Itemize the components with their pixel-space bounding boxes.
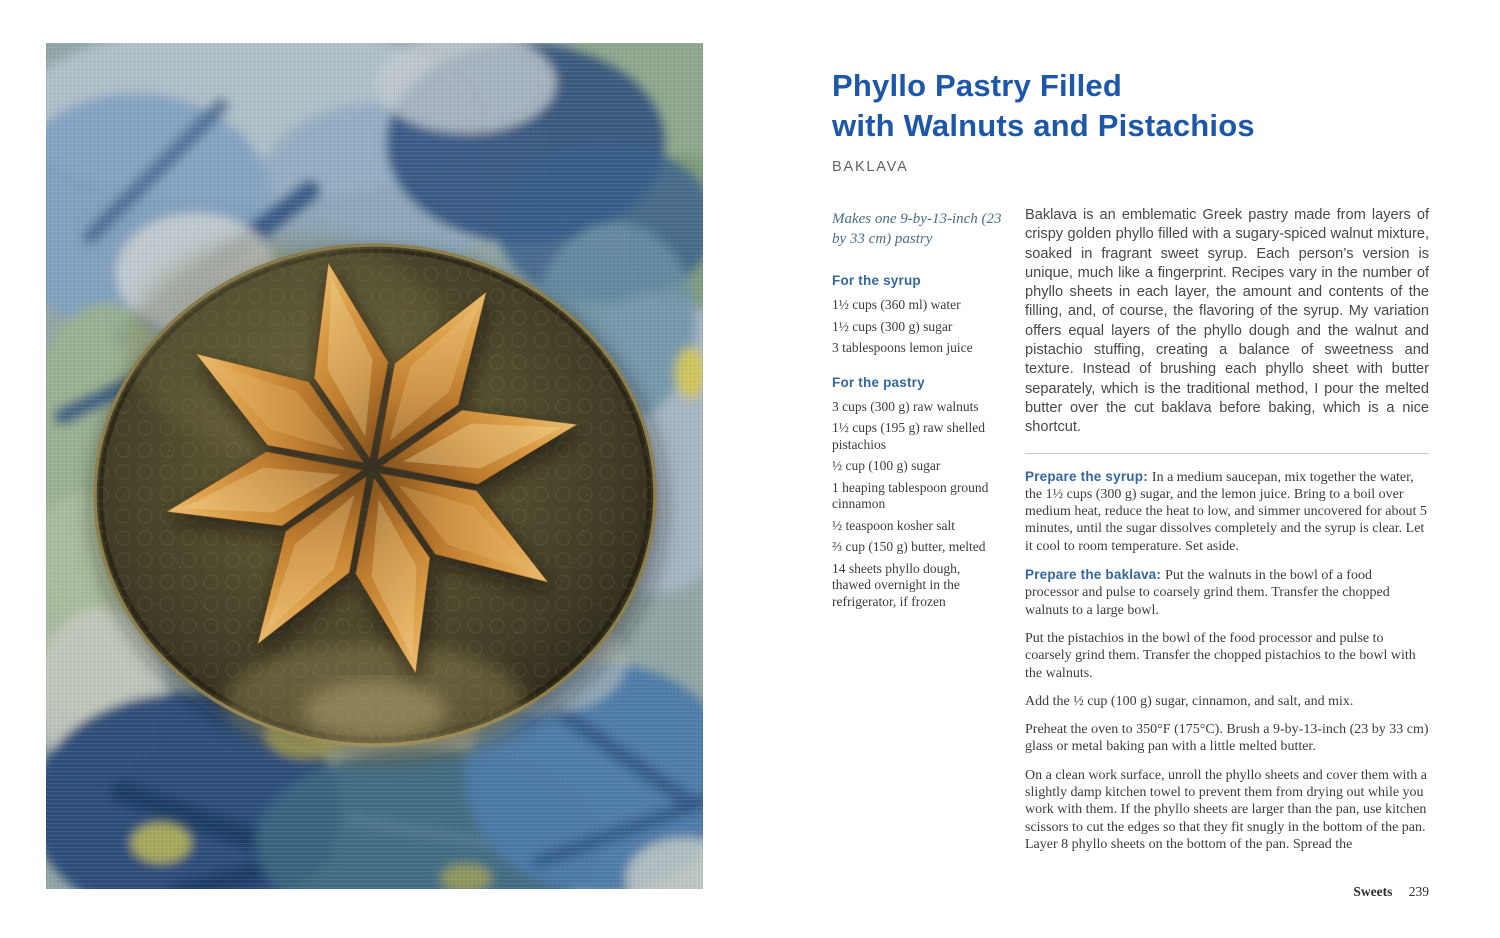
ingredients-sidebar — [832, 209, 1002, 615]
page-footer — [1025, 884, 1429, 900]
instruction-step — [1025, 468, 1429, 555]
step-text: Preheat the oven to 350°F (175°C). Brush a 9-by-13-inch (23 by 33 cm) glass or metal baking pan with a little melted butter. — [1025, 722, 1429, 755]
section-divider — [1025, 453, 1429, 454]
recipe-intro: Baklava is an emblematic Greek pastry made from layers of crispy golden phyllo filled with a sugary-spiced walnut mixture, soaked in fragrant sweet syrup. Each person’s version is unique, much like a fingerprint. Recipes vary in the number of phyllo sheets in each layer, the amount and contents of the filling, and, of course, the flavoring of the syrup. My variation offers equal layers of the phyllo dough and the walnut and pistachio stuffing, creating a balance of sweetness and texture. Instead of brushing each phyllo sheet with butter separately, which is the traditional method, I pour the melted butter over the cut baklava before baking, which is a nice shortcut. — [1025, 207, 1429, 436]
ingredient-item: 1½ cups (195 g) raw shelled pistachios — [832, 420, 985, 452]
instruction-step — [1025, 693, 1429, 710]
step-text: Put the walnuts in the bowl of a food processor and pulse to coarsely grind them. Transfer the chopped walnuts to a large bowl. — [1025, 568, 1390, 618]
step-text: Add the ½ cup (100 g) sugar, cinnamon, and salt, and mix. — [1025, 693, 1354, 709]
instruction-step — [1025, 767, 1429, 853]
instruction-step — [1025, 566, 1429, 619]
instruction-step — [1025, 721, 1429, 756]
syrup-heading: For the syrup — [832, 273, 921, 288]
step-text: On a clean work surface, unroll the phyllo sheets and cover them with a slightly damp kitchen towel to prevent them from drying out while you work with them. If the phyllo sheets are larger than the pan, use kitchen scissors to cut the edges so that they fit snugly in the bottom of the pan. Layer 8 phyllo sheets on the bottom of the pan. Spread the — [1025, 767, 1427, 852]
instruction-steps — [1025, 468, 1429, 854]
ingredient-item: 3 cups (300 g) raw walnuts — [832, 398, 979, 414]
recipe-subtitle: BAKLAVA — [832, 159, 909, 175]
step-lead-label: Prepare the syrup: — [1025, 468, 1148, 484]
ingredient-item: ½ cup (100 g) sugar — [832, 458, 941, 473]
ingredient-item: 14 sheets phyllo dough, thawed overnight in the refrigerator, if frozen — [832, 560, 961, 609]
recipe-body-column — [1025, 206, 1429, 864]
baklava-photo-graphic — [46, 43, 703, 889]
instruction-step — [1025, 630, 1429, 682]
ingredient-item: 1 heaping tablespoon ground cinnamon — [832, 479, 989, 511]
ingredient-item: ⅔ cup (150 g) butter, melted — [832, 539, 986, 554]
recipe-title — [832, 66, 1432, 146]
step-text: Put the pistachios in the bowl of the food processor and pulse to coarsely grind them. Transfer the chopped pistachios to the bowl with the walnuts. — [1025, 630, 1416, 681]
step-lead-label: Prepare the baklava: — [1025, 567, 1162, 583]
pastry-ingredients-section — [832, 375, 1002, 611]
ingredient-item: 1½ cups (360 ml) water — [832, 297, 961, 312]
syrup-ingredients-section — [832, 273, 1002, 357]
recipe-header — [832, 66, 1432, 175]
yield-note: Makes one 9-by-13-inch (23 by 33 cm) pastry — [832, 211, 1002, 247]
footer-page-number: 239 — [1408, 884, 1429, 899]
pastry-ingredient-list — [832, 399, 1002, 611]
baklava-photo — [46, 43, 703, 889]
ingredient-item: ½ teaspoon kosher salt — [832, 517, 955, 533]
recipe-title-line2: with Walnuts and Pistachios — [832, 108, 1255, 143]
step-text: In a medium saucepan, mix together the water, the 1½ cups (300 g) sugar, and the lemon juice. Bring to a boil over medium heat, reduce the heat to low, and simmer uncovered for about 5 minutes, until the sugar dissolves completely and the syrup is clear. Let it cool to room temperature. Set aside. — [1025, 469, 1427, 554]
ingredient-item: 3 tablespoons lemon juice — [832, 340, 973, 355]
footer-section-label: Sweets — [1353, 884, 1393, 899]
recipe-title-line1: Phyllo Pastry Filled — [832, 68, 1122, 103]
syrup-ingredient-list — [832, 297, 1002, 357]
ingredient-item: 1½ cups (300 g) sugar — [832, 318, 953, 334]
pastry-heading: For the pastry — [832, 374, 925, 390]
